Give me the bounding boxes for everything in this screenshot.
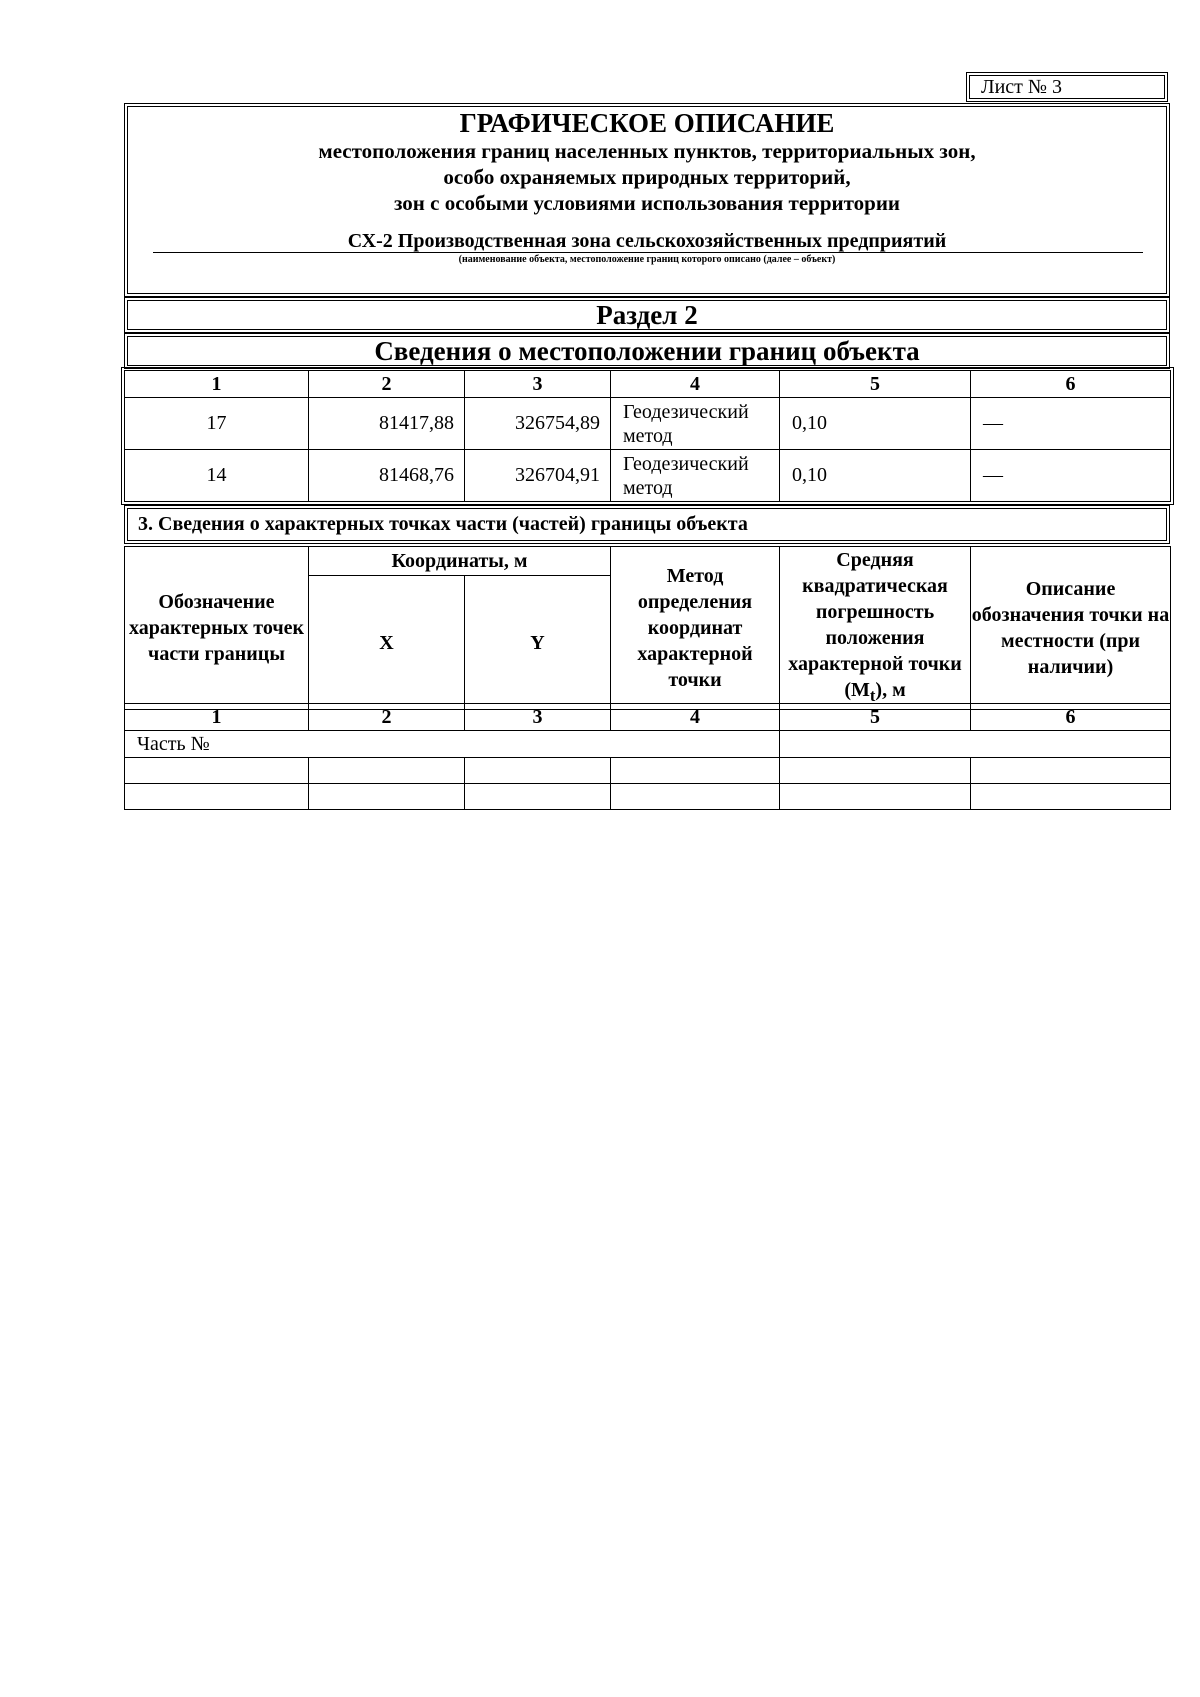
- section-subtitle: Сведения о местоположении границ объекта: [124, 333, 1170, 369]
- part-label: Часть №: [125, 731, 780, 758]
- empty-cell: [611, 784, 780, 810]
- point-description: —: [971, 450, 1171, 502]
- header-designation: Обозначение характерных точек части границы: [125, 547, 309, 710]
- column-number: 5: [780, 371, 971, 398]
- section-title: Раздел 2: [124, 297, 1170, 333]
- document-subtitle-line-3: зон с особыми условиями использования территории: [393, 191, 901, 215]
- column-number: 2: [309, 704, 465, 731]
- empty-cell: [780, 784, 971, 810]
- object-name: СХ-2 Производственная зона сельскохозяйственных предприятий: [347, 230, 947, 252]
- mean-error: 0,10: [780, 450, 971, 502]
- empty-cell: [780, 758, 971, 784]
- table-row: [125, 450, 1171, 502]
- method: Геодезический метод: [611, 450, 780, 502]
- parts-points-table: [124, 703, 1171, 810]
- empty-cell: [971, 758, 1171, 784]
- parts-section-title: 3. Сведения о характерных точках части (частей) границы объекта: [124, 505, 1170, 544]
- method: Геодезический метод: [611, 398, 780, 450]
- coord-y: 326754,89: [465, 398, 611, 450]
- column-number: 3: [465, 371, 611, 398]
- empty-cell: [971, 784, 1171, 810]
- column-number: 4: [611, 704, 780, 731]
- document-title: ГРАФИЧЕСКОЕ ОПИСАНИЕ: [459, 108, 835, 138]
- table-header-row: [125, 371, 1171, 398]
- empty-cell: [125, 784, 309, 810]
- empty-cell: [465, 784, 611, 810]
- header-y: Y: [465, 576, 611, 710]
- point-designation: 14: [125, 450, 309, 502]
- header-mean-error-text: Средняя квадратическая погрешность положения характерной точки (M: [788, 549, 962, 701]
- header-x: X: [309, 576, 465, 710]
- object-underline: [153, 252, 1143, 253]
- empty-cell: [465, 758, 611, 784]
- boundary-points-table: [124, 370, 1171, 502]
- table-row: [125, 398, 1171, 450]
- column-number: 1: [125, 371, 309, 398]
- column-number: 3: [465, 704, 611, 731]
- point-description: —: [971, 398, 1171, 450]
- mean-error: 0,10: [780, 398, 971, 450]
- header-method: Метод определения координат характерной точки: [611, 547, 780, 710]
- point-designation: 17: [125, 398, 309, 450]
- empty-cell: [125, 758, 309, 784]
- header-mean-error-subscript: t: [869, 686, 876, 705]
- column-number: 1: [125, 704, 309, 731]
- column-number: 6: [971, 704, 1171, 731]
- column-number: 4: [611, 371, 780, 398]
- empty-cell: [611, 758, 780, 784]
- document-header: [124, 103, 1170, 297]
- coord-x: 81417,88: [309, 398, 465, 450]
- table-row: [125, 784, 1171, 810]
- header-mean-error-unit: ), м: [875, 679, 906, 701]
- empty-cell: [309, 784, 465, 810]
- column-number: 6: [971, 371, 1171, 398]
- header-mean-error: [780, 547, 971, 710]
- coord-y: 326704,91: [465, 450, 611, 502]
- coord-x: 81468,76: [309, 450, 465, 502]
- column-number: 2: [309, 371, 465, 398]
- table-row: [125, 758, 1171, 784]
- empty-cell: [309, 758, 465, 784]
- header-description: Описание обозначения точки на местности (при наличии): [971, 547, 1171, 710]
- document-subtitle-line-2: особо охраняемых природных территорий,: [443, 165, 851, 189]
- part-empty-cell: [780, 731, 1171, 758]
- part-row: [125, 731, 1171, 758]
- object-note: (наименование объекта, местоположение границ которого описано (далее – объект): [458, 254, 836, 265]
- column-number: 5: [780, 704, 971, 731]
- header-coordinates: Координаты, м: [309, 547, 611, 576]
- table-header-row: [125, 704, 1171, 731]
- parts-header-table: [124, 546, 1171, 710]
- sheet-number: Лист № 3: [966, 72, 1168, 102]
- document-subtitle-line-1: местоположения границ населенных пунктов, территориальных зон,: [318, 139, 976, 163]
